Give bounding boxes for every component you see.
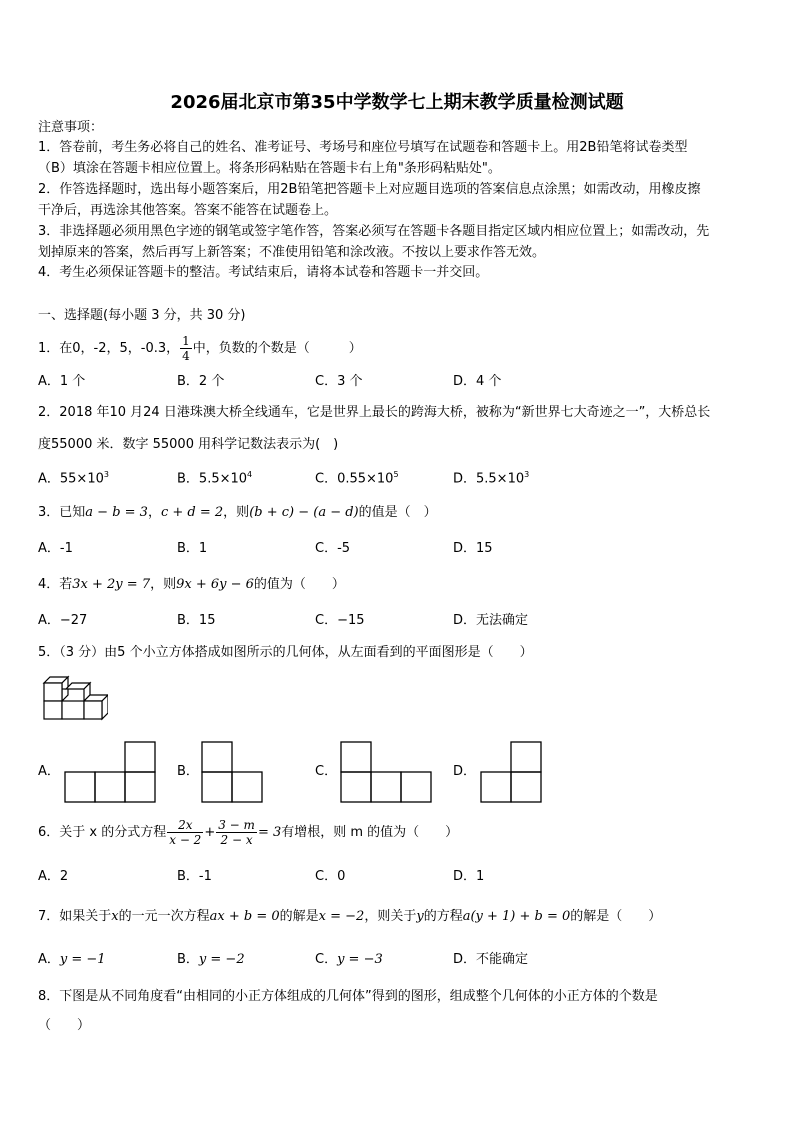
notice-line: 1．答卷前，考生务必将自己的姓名、准考证号、考场号和座位号填写在试题卷和答题卡上。用2B铅笔将试卷类型 (38, 140, 688, 155)
q2-option-a[interactable]: A．$55\times 10^3$ (38, 470, 109, 487)
q1-option-a[interactable]: A．1 个 (38, 374, 86, 389)
q3-option-b[interactable]: B．1 (177, 541, 208, 556)
q4-option-d[interactable]: D．无法确定 (453, 613, 529, 628)
q7-option-c[interactable]: C．y = −3 (315, 952, 383, 967)
fraction: $\frac{2x}{x - 2}$ (169, 818, 202, 847)
q7-option-b[interactable]: B．y = −2 (177, 952, 245, 967)
q6-option-c[interactable]: C．0 (315, 869, 346, 884)
fraction: $\frac{1}{4}$ (182, 334, 190, 363)
fraction: $\frac{3 - m}{2 - x}$ (218, 818, 255, 847)
cube-figure (36, 673, 108, 721)
notice-line: 3．非选择题必须用黑色字迹的钢笔或签字笔作答，答案必须写在答题卡各题目指定区域内相应位置上；如需改动，先 (38, 224, 710, 239)
q5-option-d[interactable]: D． (453, 764, 477, 779)
q6-option-a[interactable]: A．2 (38, 869, 69, 884)
q5-option-c[interactable]: C． (315, 764, 338, 779)
q5-option-d-figure[interactable] (480, 740, 542, 804)
question-8-paren: （ ） (38, 1018, 91, 1033)
question-6-stem: 6．关于 x 的分式方程 $\frac{2x}{x - 2}$ + $\frac{3 - m}{2 - x}$ = 3有增根，则 m 的值为（ ） (38, 818, 459, 847)
q2-option-d[interactable]: D．$5.5\times 10^3$ (453, 470, 530, 487)
question-5-stem: 5．（3 分）由5 个小立方体搭成如图所示的几何体，从左面看到的平面图形是（ ） (38, 645, 533, 660)
notice-line: 划掉原来的答案，然后再写上新答案；不准使用铅笔和涂改液。不按以上要求作答无效。 (38, 245, 546, 260)
q2-option-b[interactable]: B．$5.5\times 10^4$ (177, 470, 253, 487)
q4-option-b[interactable]: B．15 (177, 613, 216, 628)
q6-option-d[interactable]: D．1 (453, 869, 485, 884)
question-4-stem: 4．若3x + 2y = 7，则9x + 6y − 6的值为（ ） (38, 577, 345, 592)
q1-option-b[interactable]: B．2 个 (177, 374, 225, 389)
notice-heading: 注意事项： (38, 120, 104, 135)
q3-option-d[interactable]: D．15 (453, 541, 493, 556)
q1-option-d[interactable]: D．4 个 (453, 374, 502, 389)
question-3-stem: 3．已知a − b = 3，c + d = 2，则(b + c) − (a − d)的值是（ ） (38, 505, 437, 520)
q2-option-c[interactable]: C．$0.55\times 10^5$ (315, 470, 399, 487)
question-7-stem: 7．如果关于x的一元一次方程ax + b = 0的解是x = −2，则关于y的方程a(y + 1) + b = 0的解是（ ） (38, 909, 662, 924)
q5-option-a[interactable]: A． (38, 764, 60, 779)
q5-option-c-figure[interactable] (340, 740, 432, 804)
q4-option-a[interactable]: A．−27 (38, 613, 88, 628)
q5-option-a-figure[interactable] (64, 740, 156, 804)
question-2-stem: 2．2018 年10 月24 日港珠澳大桥全线通车，它是世界上最长的跨海大桥，被称为“新世界七大奇迹之一”，大桥总长 (38, 405, 711, 420)
q3-option-a[interactable]: A．-1 (38, 541, 73, 556)
q6-option-b[interactable]: B．-1 (177, 869, 212, 884)
question-1-stem: 1．在0，-2，5，-0.3， $\frac{1}{4}$ 中，负数的个数是（ ） (38, 334, 362, 363)
notice-line: 2．作答选择题时，选出每小题答案后，用2B铅笔把答题卡上对应题目选项的答案信息点涂黑；如需改动，用橡皮擦 (38, 182, 701, 197)
notice-line: （B）填涂在答题卡相应位置上。将条形码粘贴在答题卡右上角"条形码粘贴处"。 (38, 161, 501, 176)
page-title: 2026届北京市第35中学数学七上期末教学质量检测试题 (170, 92, 624, 113)
q3-option-c[interactable]: C．-5 (315, 541, 351, 556)
question-2-stem: 度55000 米．数字 55000 用科学记数法表示为( ) (38, 437, 339, 452)
section-heading: 一、选择题(每小题 3 分，共 30 分) (38, 308, 246, 323)
q7-option-a[interactable]: A．y = −1 (38, 952, 106, 967)
q1-option-c[interactable]: C．3 个 (315, 374, 363, 389)
q4-option-c[interactable]: C．−15 (315, 613, 365, 628)
q5-option-b[interactable]: B． (177, 764, 199, 779)
notice-line: 干净后，再选涂其他答案。答案不能答在试题卷上。 (38, 203, 338, 218)
q5-option-b-figure[interactable] (201, 740, 263, 804)
question-8-stem: 8．下图是从不同角度看“由相同的小正方体组成的几何体”得到的图形，组成整个几何体的小正方体的个数是 (38, 989, 658, 1004)
q7-option-d[interactable]: D．不能确定 (453, 952, 529, 967)
notice-line: 4．考生必须保证答题卡的整洁。考试结束后，请将本试卷和答题卡一并交回。 (38, 265, 489, 280)
